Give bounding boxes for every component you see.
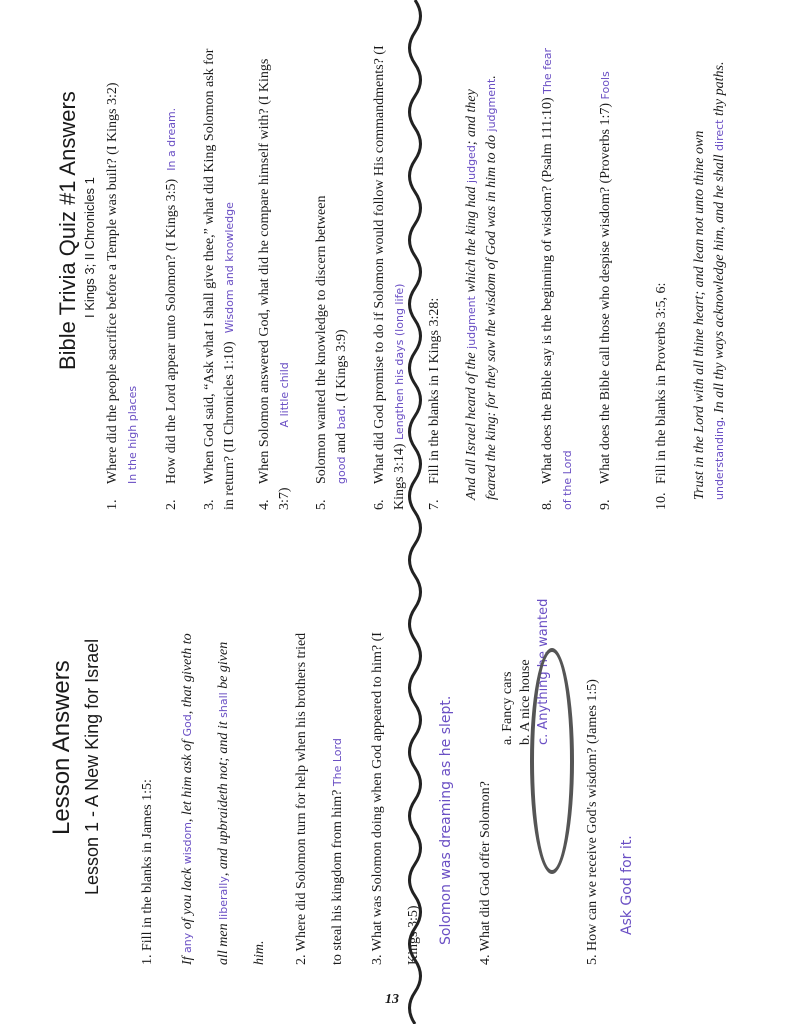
q1-verse-line2: all men liberally, and upbraideth not; and it shall be given bbox=[216, 641, 231, 965]
q3-line1: 3. What was Solomon doing when God appeared to him? (I bbox=[370, 632, 385, 965]
q2-line2: to steal his kingdom from him? The Lord bbox=[330, 738, 345, 965]
q4-option-c: c. Anything he wanted bbox=[536, 598, 551, 745]
lesson-answers-title: Lesson Answers bbox=[48, 660, 75, 835]
q4-prompt: 4. What did God offer Solomon? bbox=[478, 781, 493, 965]
trivia-subtitle-block bbox=[82, 58, 97, 318]
trivia-q2: 2.How did the Lord appear unto Solomon? (I Kings 3:5)In a dream. bbox=[164, 107, 179, 510]
q4-option-a: a. Fancy cars bbox=[500, 671, 515, 745]
q2-answer: The Lord bbox=[331, 738, 344, 787]
q3-answer: Solomon was dreaming as he slept. bbox=[438, 695, 454, 945]
trivia-q5: 5.Solomon wanted the knowledge to discern between good and bad. (I Kings 3:9) bbox=[314, 195, 349, 510]
trivia-q7: 7.Fill in the blanks in I Kings 3:28: bbox=[427, 297, 442, 510]
trivia-q6: 6.What did God promise to do if Solomon would follow His commandments? (I Kings 3:14) Lengthen his days (long life) bbox=[372, 45, 407, 510]
trivia-q10-verse: Trust in the Lord with all thine heart; and lean not unto thine own understanding. In all thy ways acknowledge him, and he shall direct thy paths. bbox=[692, 61, 727, 500]
trivia-title-block bbox=[55, 30, 81, 370]
q4-option-b: b. A nice house bbox=[518, 659, 533, 745]
trivia-q7-verse: And all Israel heard of the judgment which the king had judged; and they feared the king: for they saw the wisdom of God was in him to do judgment. bbox=[464, 75, 499, 500]
q5-prompt: 5. How can we receive God's wisdom? (James 1:5) bbox=[585, 679, 600, 965]
lesson-subtitle: Lesson 1 - A New King for Israel bbox=[82, 638, 102, 895]
trivia-q4: 4.When Solomon answered God, what did he compare himself with? (I Kings 3:7)A little child bbox=[257, 58, 292, 510]
trivia-q8: 8.What does the Bible say is the beginning of wisdom? (Psalm 111:10) The fear of the Lord bbox=[540, 48, 574, 510]
trivia-subtitle: I Kings 3; II Chronicles 1 bbox=[82, 177, 97, 318]
trivia-q10: 10.Fill in the blanks in Proverbs 3:5, 6: bbox=[654, 282, 669, 510]
trivia-title: Bible Trivia Quiz #1 Answers bbox=[55, 91, 80, 370]
q1-verse-line1: If any of you lack wisdom, let him ask of God, that giveth to bbox=[180, 633, 195, 965]
trivia-q9: 9.What does the Bible call those who despise wisdom? (Proverbs 1:7) Fools bbox=[598, 71, 613, 510]
q2-line1: 2. Where did Solomon turn for help when his brothers tried bbox=[294, 632, 309, 965]
trivia-q3: 3.When God said, “Ask what I shall give thee,” what did King Solomon ask for in return? (II Chronicles 1:10)Wisdom and knowledge bbox=[202, 48, 237, 510]
q3-line2: Kings 3:5) bbox=[406, 905, 421, 965]
q5-answer: Ask God for it. bbox=[619, 835, 635, 935]
page-number: 13 bbox=[385, 992, 399, 1007]
q1-verse-line3: him. bbox=[252, 940, 267, 965]
answer-circle bbox=[530, 648, 574, 874]
q1-prompt: 1. Fill in the blanks in James 1:5: bbox=[140, 779, 155, 965]
trivia-q1: 1.Where did the people sacrifice before a Temple was built? (I Kings 3:2) In the high places bbox=[105, 82, 139, 510]
